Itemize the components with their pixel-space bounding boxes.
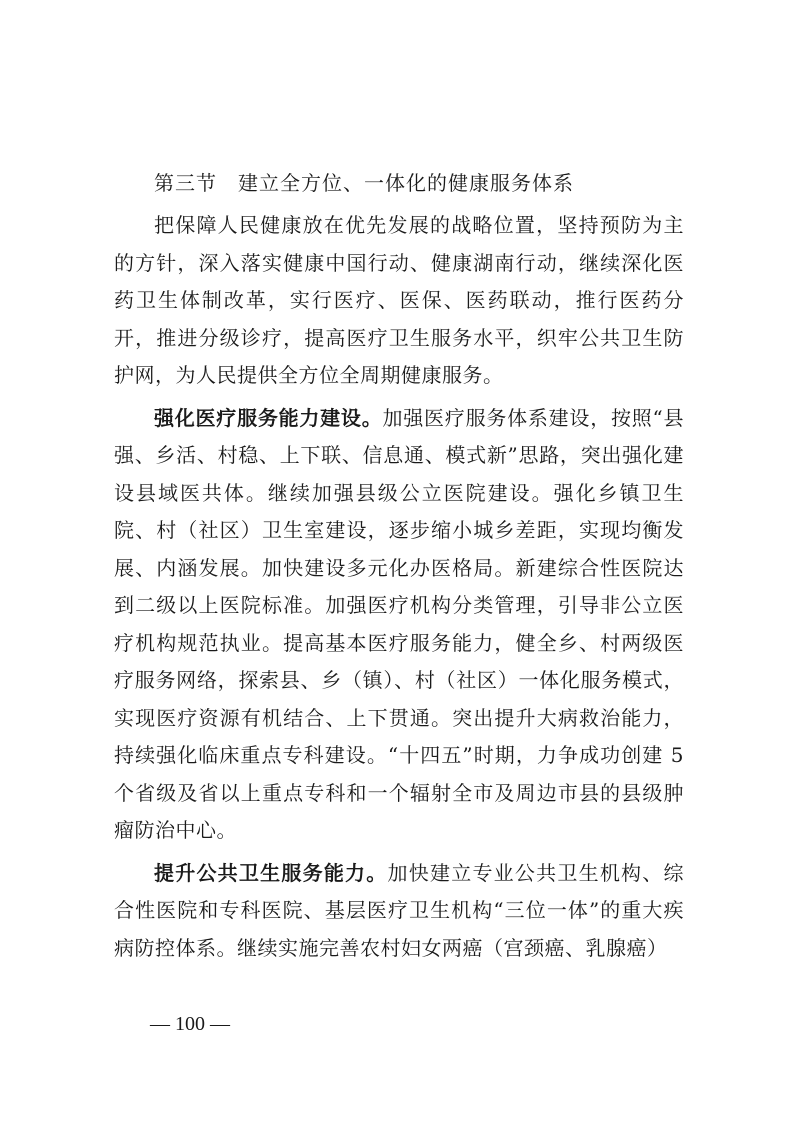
page-number: — 100 — xyxy=(150,1013,230,1035)
intro-paragraph xyxy=(114,207,684,395)
paragraph-text: 把保障人民健康放在优先发展的战略位置，坚持预防为主的方针，深入落实健康中国行动、健康湖南行动，继续深化医药卫生体制改革，实行医疗、医保、医药联动，推行医药分开，推进分级诊疗，提高医疗卫生服务水平，织牢公共卫生防护网，为人民提供全方位全周期健康服务。 xyxy=(114,213,684,387)
paragraph-text: 加强医疗服务体系建设，按照“县强、乡活、村稳、上下联、信息通、模式新”思路，突出强化建设县域医共体。继续加强县级公立医院建设。强化乡镇卫生院、村（社区）卫生室建设，逐步缩小城乡差距，实现均衡发展、内涵发展。加快建设多元化办医格局。新建综合性医院达到二级以上医院标准。加强医疗机构分类管理，引导非公立医疗机构规范执业。提高基本医疗服务能力，健全乡、村两级医疗服务网络，探索县、乡（镇）、村（社区）一体化服务模式，实现医疗资源有机结合、上下贯通。突出提升大病救治能力，持续强化临床重点专科建设。“十四五”时期，力争成功创建 5 个省级及省以上重点专科和一个辐射全市及周边市县的县级肿瘤防治中心。 xyxy=(114,405,684,842)
document-body xyxy=(114,160,684,967)
paragraph-lead: 提升公共卫生服务能力。 xyxy=(154,860,388,885)
medical-service-paragraph xyxy=(114,400,684,850)
paragraph-lead: 强化医疗服务能力建设。 xyxy=(154,405,383,430)
paragraph-text: 加快建立专业公共卫生机构、综合性医院和专科医院、基层医疗卫生机构“三位一体”的重大疾病防控体系。继续实施完善农村妇女两癌（宫颈癌、乳腺癌） xyxy=(114,860,685,960)
section-heading: 第三节 建立全方位、一体化的健康服务体系 xyxy=(154,171,574,195)
public-health-paragraph xyxy=(114,855,684,968)
